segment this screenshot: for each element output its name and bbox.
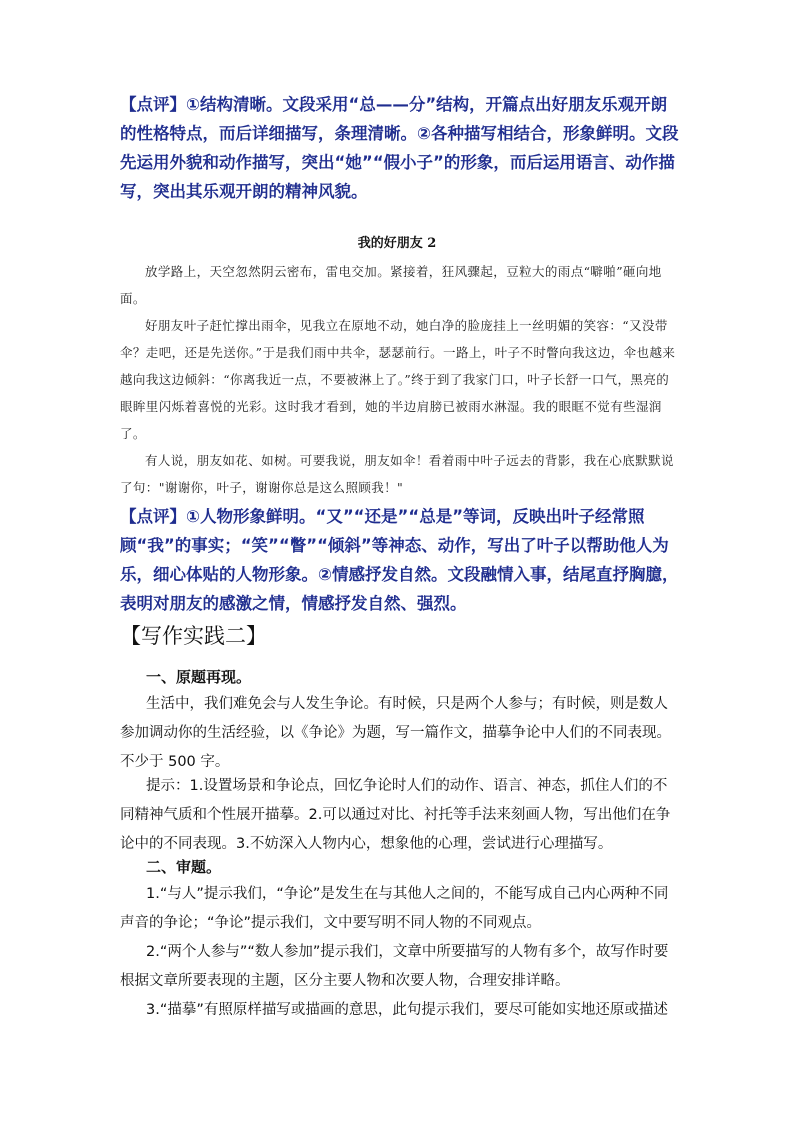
heading-analysis: 二、审题。 [146, 858, 222, 876]
essay-title: 我的好朋友 2 [357, 236, 437, 251]
essay-paragraph: 有人说，朋友如花、如树。可要我说，朋友如伞！看着雨中叶子远去的背影，我在心底默默说了句："谢谢你，叶子，谢谢你总是这么照顾我！" [120, 453, 674, 495]
analysis-point: 2.“两个人参与”“数人参加”提示我们，文章中所要描写的人物有多个，故写作时要根据文章所要表现的主题，区分主要人物和次要人物，合理安排详略。 [120, 944, 669, 989]
comment-block-2 [120, 502, 680, 618]
essay-paragraph: 放学路上，天空忽然阴云密布，雷电交加。紧接着，狂风骤起，豆粒大的雨点“噼啪”砸向地面。 [120, 264, 662, 306]
prompt-paragraph: 生活中，我们难免会与人发生争论。有时候，只是两个人参与；有时候，则是数人参加调动你的生活经验，以《争论》为题，写一篇作文，描摹争论中人们的不同表现。不少于 500 字。 [120, 696, 671, 770]
comment-text: ①结构清晰。文段采用“总——分”结构，开篇点出好朋友乐观开朗的性格特点，而后详细描写，条理清晰。②各种描写相结合，形象鲜明。文段先运用外貌和动作描写，突出“她”“假小子”的形象，而后运用语言、动作描写，突出其乐观开朗的精神风貌。 [120, 95, 679, 201]
analysis-point: 1.“与人”提示我们，“争论”是发生在与其他人之间的，不能写成自己内心两种不同声音的争论；“争论”提示我们，文中要写明不同人物的不同观点。 [120, 886, 669, 931]
comment-text: ①人物形象鲜明。“又”“还是”“总是”等词，反映出叶子经常照顾“我”的事实；“笑”“瞥”“倾斜”等神态、动作，写出了叶子以帮助他人为乐，细心体贴的人物形象。②情感抒发自然。文段融情入事，结尾直抒胸臆，表明对朋友的感激之情，情感抒发自然、强烈。 [120, 507, 679, 613]
analysis-point: 3.“描摹”有照原样描写或描画的意思，此句提示我们，要尽可能如实地还原或描述 [146, 1002, 668, 1018]
section-title: 【写作实践二】 [120, 624, 267, 648]
comment-tag: 【点评】 [120, 95, 186, 114]
heading-original-prompt: 一、原题再现。 [146, 668, 252, 686]
comment-block-1 [120, 90, 680, 206]
tips-paragraph: 提示：1.设置场景和争论点，回忆争论时人们的动作、语言、神态，抓住人们的不同精神气质和个性展开描摹。2.可以通过对比、衬托等手法来刻画人物，写出他们在争论中的不同表现。3.不妨深入人物内心，想象他的心理，尝试进行心理描写。 [120, 778, 671, 852]
essay-paragraph: 好朋友叶子赶忙撑出雨伞，见我立在原地不动，她白净的脸庞挂上一丝明媚的笑容：“又没带伞？走吧，还是先送你。”于是我们雨中共伞，瑟瑟前行。一路上，叶子不时瞥向我这边，伞也越来越向我这边倾斜：“你离我近一点，不要被淋上了。”终于到了我家门口，叶子长舒一口气，黑亮的眼眸里闪烁着喜悦的光彩。这时我才看到，她的半边肩膀已被雨水淋湿。我的眼眶不觉有些湿润了。 [120, 318, 676, 441]
comment-tag: 【点评】 [120, 507, 186, 526]
